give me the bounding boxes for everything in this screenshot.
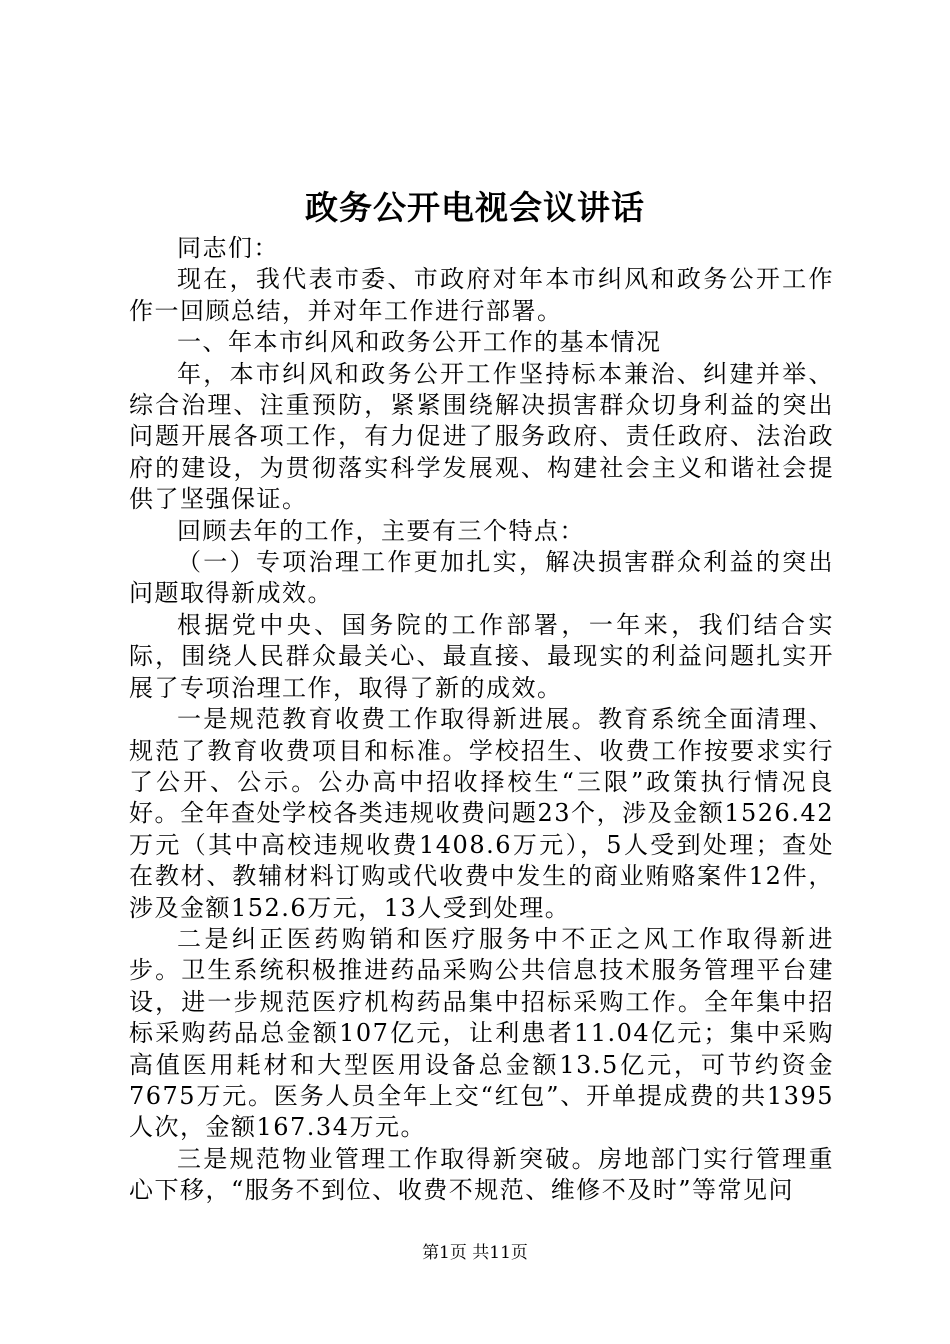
- document-body: [129, 233, 834, 1207]
- section-heading: 一、年本市纠风和政务公开工作的基本情况: [177, 328, 662, 357]
- paragraph: 根据党中央、国务院的工作部署，一年来，我们结合实际，围绕人民群众最关心、最直接、最现实的利益问题扎实开展了专项治理工作，取得了新的成效。: [129, 610, 834, 702]
- page-footer: 第1页 共11页: [422, 1243, 528, 1263]
- paragraph: 回顾去年的工作，主要有三个特点：: [177, 516, 585, 545]
- salutation: 同志们：: [177, 234, 279, 262]
- paragraph: 年，本市纠风和政务公开工作坚持标本兼治、纠建并举、综合治理、注重预防，紧紧围绕解决损害群众切身利益的突出问题开展各项工作，有力促进了服务政府、责任政府、法治政府的建设，为贯彻落实科学发展观、构建社会主义和谐社会提供了坚强保证。: [129, 359, 834, 514]
- paragraph: 三是规范物业管理工作取得新突破。房地部门实行管理重心下移，“服务不到位、收费不规范、维修不及时”等常见问: [129, 1144, 834, 1205]
- subsection-heading: （一）专项治理工作更加扎实，解决损害群众利益的突出问题取得新成效。: [129, 548, 834, 608]
- paragraph: 现在，我代表市委、市政府对年本市纠风和政务公开工作作一回顾总结，并对年工作进行部署。: [129, 265, 834, 325]
- paragraph: 二是纠正医药购销和医疗服务中不正之风工作取得新进步。卫生系统积极推进药品采购公共信息技术服务管理平台建设，进一步规范医疗机构药品集中招标采购工作。全年集中招标采购药品总金额107亿元，让利患者11.04亿元；集中采购高值医用耗材和大型医用设备总金额13.5亿元，可节约资金7675万元。医务人员全年上交“红包”、开单提成费的共1395人次，金额167.34万元。: [129, 924, 834, 1142]
- paragraph: 一是规范教育收费工作取得新进展。教育系统全面清理、规范了教育收费项目和标准。学校招生、收费工作按要求实行了公开、公示。公办高中招收择校生“三限”政策执行情况良好。全年查处学校各类违规收费问题23个，涉及金额1526.42万元（其中高校违规收费1408.6万元），5人受到处理；查处在教材、教辅材料订购或代收费中发生的商业贿赂案件12件，涉及金额152.6万元，13人受到处理。: [129, 705, 834, 922]
- document-title: 政务公开电视会议讲话: [305, 188, 645, 227]
